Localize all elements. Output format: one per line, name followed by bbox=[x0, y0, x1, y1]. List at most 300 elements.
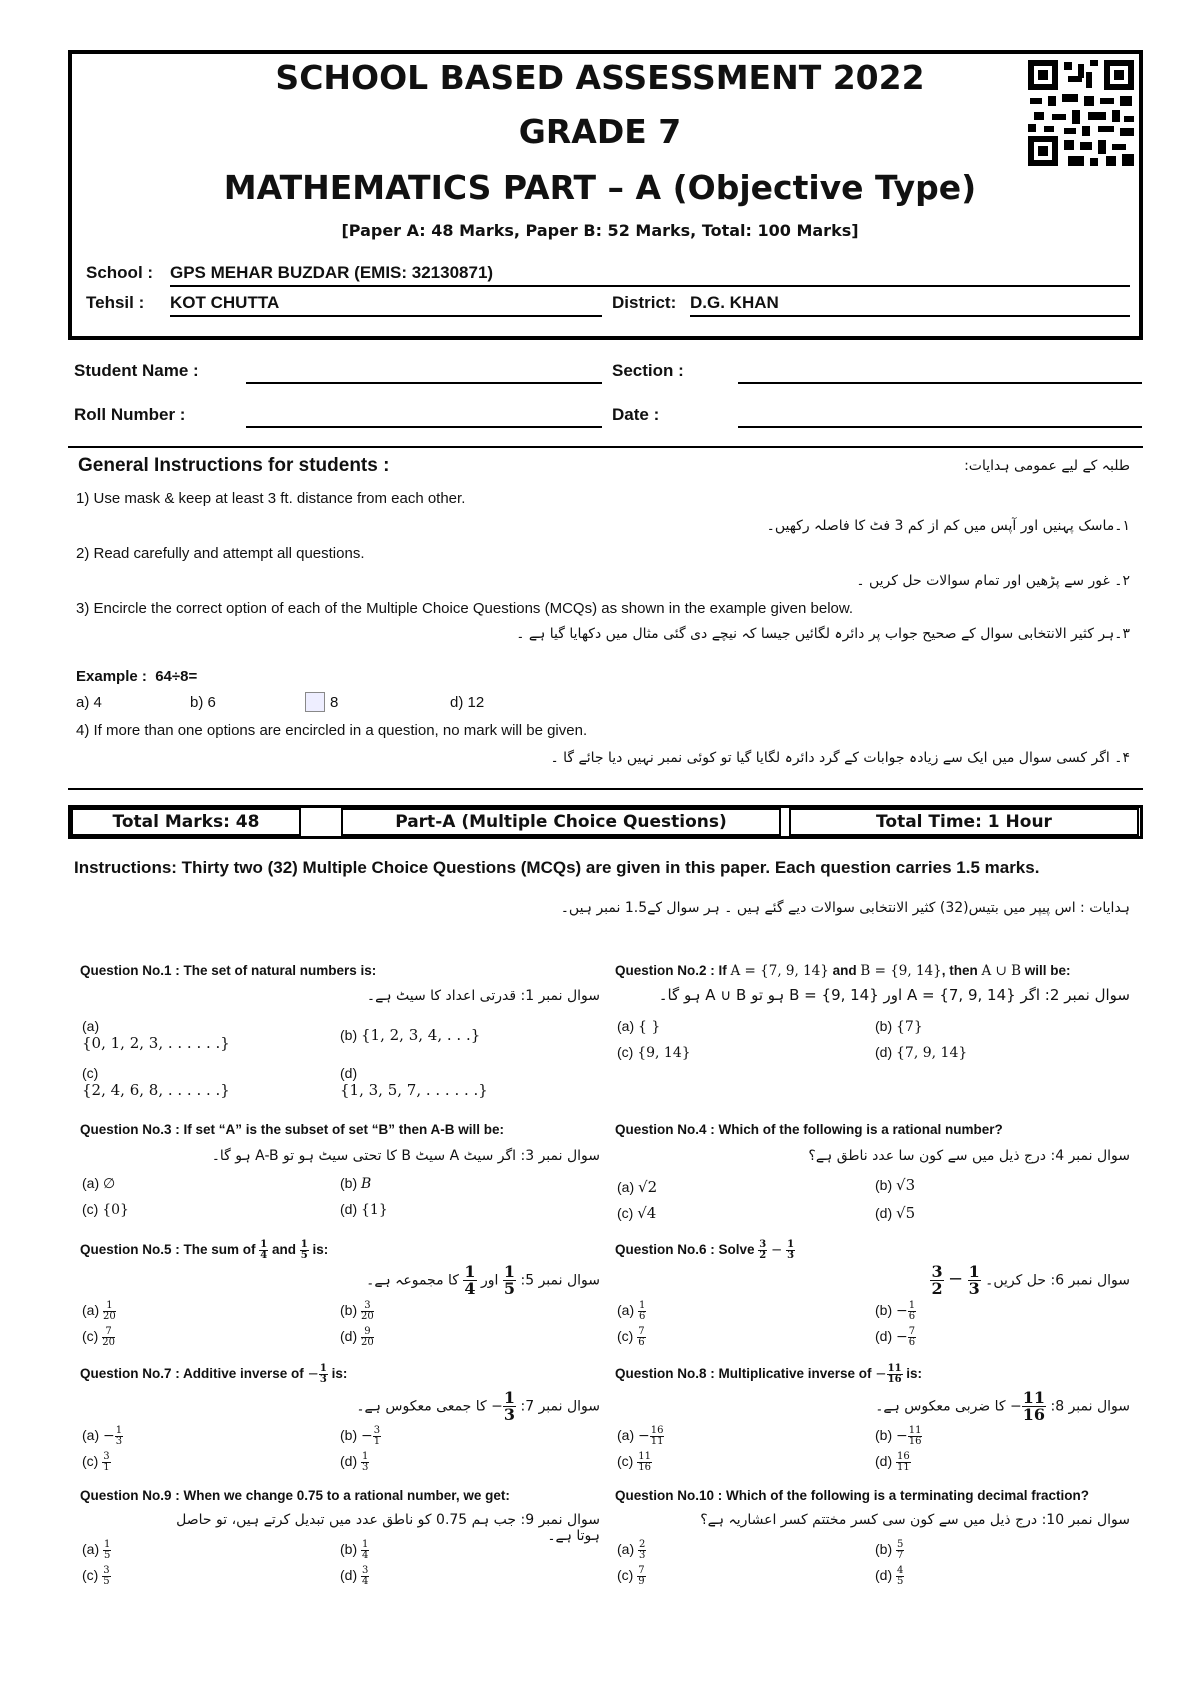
roll-number-label: Roll Number : bbox=[74, 405, 186, 424]
numerator: 3 bbox=[931, 1262, 943, 1281]
option-letter: (a) bbox=[82, 1302, 100, 1319]
option-letter: (c) bbox=[617, 1567, 634, 1584]
option-letter: (c) bbox=[82, 1453, 99, 1470]
denominator: 7 bbox=[897, 1550, 904, 1561]
q4-option-b[interactable] bbox=[875, 1176, 915, 1194]
question-6-urdu bbox=[800, 1264, 1130, 1297]
option-letter: (c) bbox=[82, 1201, 99, 1217]
option-letter: (a) bbox=[617, 1018, 635, 1034]
q2-option-c[interactable] bbox=[617, 1044, 691, 1061]
option-value: {9, 14} bbox=[637, 1045, 691, 1061]
option-letter: (d) bbox=[875, 1205, 893, 1221]
numerator: 1 bbox=[362, 1451, 369, 1462]
option-value: {7} bbox=[896, 1019, 923, 1035]
minus-sign: − bbox=[948, 1268, 964, 1290]
q7-text: is: bbox=[327, 1366, 348, 1382]
fraction bbox=[319, 1364, 328, 1385]
fraction bbox=[103, 1540, 111, 1561]
example-label-text: Example : bbox=[76, 668, 147, 685]
denominator: 4 bbox=[260, 1250, 268, 1261]
fraction bbox=[638, 1540, 646, 1561]
q1-option-a[interactable] bbox=[82, 1018, 230, 1052]
denominator: 3 bbox=[968, 1279, 980, 1298]
fraction bbox=[361, 1301, 374, 1322]
fraction bbox=[361, 1452, 369, 1473]
option-letter: (b) bbox=[875, 1177, 893, 1193]
q10-option-a[interactable] bbox=[617, 1540, 646, 1561]
numerator: 7 bbox=[908, 1326, 916, 1337]
district-value: D.G. KHAN bbox=[690, 293, 1130, 317]
question-8-urdu bbox=[830, 1390, 1130, 1423]
q3-option-a[interactable] bbox=[82, 1175, 115, 1192]
option-value: {1} bbox=[361, 1202, 388, 1218]
marks-band bbox=[68, 805, 1143, 839]
numerator: 2 bbox=[639, 1539, 646, 1550]
denominator: 4 bbox=[362, 1576, 369, 1587]
minus-sign: − bbox=[896, 1428, 908, 1445]
numerator: 3 bbox=[103, 1565, 110, 1576]
fraction bbox=[908, 1327, 916, 1348]
option-letter: (c) bbox=[617, 1328, 634, 1345]
numerator: 9 bbox=[361, 1327, 374, 1338]
q9-option-b[interactable] bbox=[340, 1540, 369, 1561]
numerator: 16 bbox=[650, 1425, 664, 1436]
question-2-urdu: سوال نمبر 2: اگر A = {7, 9, 14} اور B = {9, 14} ہو تو A ∪ B ہو گا۔ bbox=[658, 986, 1130, 1004]
q6-option-c[interactable] bbox=[617, 1327, 646, 1348]
denominator: 4 bbox=[362, 1550, 369, 1561]
q5-option-b[interactable] bbox=[340, 1301, 374, 1322]
q6-option-d[interactable] bbox=[875, 1327, 916, 1348]
question-9: Question No.9 : When we change 0.75 to a rational number, we get: bbox=[80, 1488, 510, 1503]
district-label: District: bbox=[612, 293, 677, 312]
q8-text: is: bbox=[902, 1366, 923, 1382]
option-value: {0} bbox=[102, 1202, 129, 1218]
fraction bbox=[103, 1301, 116, 1322]
numerator: 3 bbox=[362, 1565, 369, 1576]
option-letter: (d) bbox=[875, 1044, 893, 1060]
numerator: 4 bbox=[897, 1565, 904, 1576]
instruction-2-urdu: ۲۔ غور سے پڑھیں اور تمام سوالات حل کریں ۔ bbox=[856, 573, 1130, 589]
numerator: 11 bbox=[887, 1363, 902, 1374]
numerator: 11 bbox=[1022, 1388, 1046, 1407]
minus-sign: − bbox=[307, 1366, 319, 1383]
option-letter: (b) bbox=[875, 1302, 893, 1319]
numerator: 1 bbox=[464, 1262, 476, 1281]
option-letter: (d) bbox=[875, 1453, 893, 1470]
denominator: 20 bbox=[102, 1337, 115, 1348]
fraction bbox=[361, 1327, 374, 1348]
option-letter: (a) bbox=[82, 1175, 100, 1191]
q4-option-c[interactable] bbox=[617, 1204, 656, 1222]
question-5-urdu bbox=[250, 1264, 600, 1297]
fraction bbox=[637, 1452, 652, 1473]
q2-set-b: B = {9, 14} bbox=[860, 963, 942, 979]
date-label: Date : bbox=[612, 405, 660, 424]
denominator: 1 bbox=[103, 1462, 110, 1473]
question-10-urdu: سوال نمبر 10: درج ذیل میں سے کون سی کسر مختتم کسر اعشاریہ ہے؟ bbox=[700, 1512, 1130, 1528]
option-value: √4 bbox=[637, 1204, 657, 1222]
fraction bbox=[650, 1426, 665, 1447]
roll-number-field[interactable] bbox=[246, 404, 602, 428]
minus-sign: − bbox=[896, 1303, 908, 1320]
numerator: 11 bbox=[638, 1451, 651, 1462]
fraction bbox=[300, 1240, 309, 1261]
option-letter: (c) bbox=[82, 1567, 99, 1584]
option-letter: (b) bbox=[875, 1427, 893, 1444]
q2-text: Question No.2 : If bbox=[615, 963, 731, 978]
exam-title: SCHOOL BASED ASSESSMENT 2022 bbox=[275, 58, 925, 97]
q1-option-d[interactable] bbox=[340, 1065, 488, 1099]
option-letter: (b) bbox=[340, 1427, 358, 1444]
option-value: ∅ bbox=[103, 1176, 116, 1192]
instruction-1: 1) Use mask & keep at least 3 ft. distance from each other. bbox=[76, 490, 466, 507]
q6-option-b[interactable] bbox=[875, 1301, 916, 1322]
q2-option-a[interactable] bbox=[617, 1018, 660, 1035]
option-letter: (a) bbox=[617, 1179, 635, 1195]
instructions-heading-urdu: طلبہ کے لیے عمومی ہدایات: bbox=[964, 458, 1130, 474]
q7-option-c[interactable] bbox=[82, 1452, 111, 1473]
q5-urdu-text: سوال نمبر 5: bbox=[520, 1272, 600, 1289]
option-letter: (a) bbox=[82, 1541, 100, 1558]
denominator: 16 bbox=[1022, 1405, 1046, 1424]
q6-urdu-text: سوال نمبر 6: حل کریں۔ bbox=[985, 1272, 1130, 1289]
option-letter: (b) bbox=[340, 1302, 358, 1319]
option-value: B bbox=[361, 1176, 372, 1192]
fraction bbox=[637, 1566, 645, 1587]
q2-text: will be: bbox=[1021, 963, 1071, 978]
q1-option-c[interactable] bbox=[82, 1065, 230, 1099]
minus-sign: − bbox=[896, 1329, 908, 1346]
fraction bbox=[968, 1264, 981, 1297]
q10-option-b[interactable] bbox=[875, 1540, 904, 1561]
denominator: 6 bbox=[908, 1337, 916, 1348]
denominator: 3 bbox=[362, 1462, 369, 1473]
option-value: { } bbox=[638, 1019, 661, 1035]
numerator: 3 bbox=[759, 1239, 767, 1250]
denominator: 6 bbox=[908, 1311, 916, 1322]
option-value: {2, 4, 6, 8, . . . . . .} bbox=[82, 1081, 230, 1099]
denominator: 5 bbox=[503, 1279, 516, 1298]
option-letter: (c) bbox=[82, 1065, 99, 1081]
example-option-c: 8 bbox=[330, 694, 339, 711]
fraction bbox=[908, 1301, 916, 1322]
question-5 bbox=[80, 1240, 328, 1261]
q5-urdu-text: اور bbox=[481, 1272, 499, 1289]
divider bbox=[68, 788, 1143, 790]
question-10: Question No.10 : Which of the following is a terminating decimal fraction? bbox=[615, 1488, 1090, 1503]
fraction bbox=[638, 1301, 646, 1322]
example-option-b: b) 6 bbox=[190, 694, 216, 711]
fraction bbox=[637, 1327, 645, 1348]
fraction bbox=[896, 1540, 904, 1561]
minus-sign: − bbox=[1010, 1398, 1022, 1415]
numerator: 1 bbox=[300, 1239, 308, 1250]
option-letter: (d) bbox=[340, 1567, 358, 1584]
grade-title: GRADE 7 bbox=[518, 112, 682, 151]
option-letter: (d) bbox=[340, 1201, 358, 1217]
fraction bbox=[503, 1264, 516, 1297]
fraction bbox=[463, 1264, 476, 1297]
q7-urdu-text: سوال نمبر 7: bbox=[520, 1398, 600, 1415]
numerator: 1 bbox=[639, 1300, 646, 1311]
denominator: 2 bbox=[759, 1250, 767, 1261]
option-letter: (b) bbox=[340, 1541, 358, 1558]
q3-option-c[interactable] bbox=[82, 1201, 129, 1218]
option-value: √5 bbox=[896, 1204, 916, 1222]
numerator: 1 bbox=[908, 1300, 916, 1311]
option-letter: (d) bbox=[875, 1567, 893, 1584]
fraction bbox=[896, 1566, 904, 1587]
q2-text: and bbox=[828, 963, 861, 978]
option-letter: (a) bbox=[617, 1427, 635, 1444]
denominator: 9 bbox=[638, 1576, 645, 1587]
denominator: 6 bbox=[639, 1311, 646, 1322]
option-value: {1, 2, 3, 4, . . .} bbox=[361, 1026, 481, 1044]
q8-option-b[interactable] bbox=[875, 1426, 922, 1447]
denominator: 5 bbox=[103, 1576, 110, 1587]
fraction bbox=[361, 1566, 369, 1587]
question-2 bbox=[615, 963, 1071, 979]
denominator: 20 bbox=[361, 1311, 374, 1322]
q7-text: Question No.7 : Additive inverse of bbox=[80, 1366, 308, 1382]
numerator: 1 bbox=[503, 1388, 516, 1407]
question-8 bbox=[615, 1364, 922, 1385]
instruction-2: 2) Read carefully and attempt all questions. bbox=[76, 545, 365, 562]
denominator: 4 bbox=[464, 1279, 476, 1298]
denominator: 11 bbox=[650, 1436, 664, 1447]
q5-text: Question No.5 : The sum of bbox=[80, 1242, 260, 1258]
q6-text: Question No.6 : Solve bbox=[615, 1242, 759, 1258]
numerator: 1 bbox=[362, 1539, 369, 1550]
option-letter: (b) bbox=[875, 1018, 893, 1034]
example-expression: 64÷8= bbox=[155, 668, 198, 685]
numerator: 3 bbox=[361, 1301, 374, 1312]
q5-text: and bbox=[268, 1242, 300, 1258]
marks-info: [Paper A: 48 Marks, Paper B: 52 Marks, Total: 100 Marks] bbox=[341, 221, 859, 240]
total-marks: Total Marks: 48 bbox=[71, 808, 301, 836]
part-label: Part-A (Multiple Choice Questions) bbox=[341, 808, 781, 836]
minus-sign: − bbox=[103, 1428, 115, 1445]
denominator: 3 bbox=[319, 1374, 327, 1385]
q2-option-b[interactable] bbox=[875, 1018, 923, 1035]
student-name-label: Student Name : bbox=[74, 361, 199, 380]
denominator: 5 bbox=[897, 1576, 904, 1587]
option-value: {0, 1, 2, 3, . . . . . .} bbox=[82, 1034, 230, 1052]
question-4-urdu: سوال نمبر 4: درج ذیل میں سے کون سا عدد ناطق ہے؟ bbox=[808, 1148, 1130, 1164]
example-option-d: d) 12 bbox=[450, 694, 485, 711]
question-1-urdu: سوال نمبر 1: قدرتی اعداد کا سیٹ ہے۔ bbox=[366, 988, 600, 1004]
numerator: 3 bbox=[103, 1451, 110, 1462]
denominator: 5 bbox=[104, 1550, 111, 1561]
fraction bbox=[1022, 1390, 1046, 1423]
question-7-urdu bbox=[300, 1390, 600, 1423]
numerator: 1 bbox=[104, 1539, 111, 1550]
option-value: √3 bbox=[896, 1176, 916, 1194]
minus-sign: − bbox=[638, 1428, 650, 1445]
numerator: 1 bbox=[503, 1262, 516, 1281]
numerator: 11 bbox=[908, 1425, 922, 1436]
option-letter: (b) bbox=[340, 1027, 358, 1043]
numerator: 1 bbox=[787, 1239, 795, 1250]
denominator: 16 bbox=[908, 1436, 922, 1447]
instruction-4: 4) If more than one options are encircled in a question, no mark will be given. bbox=[76, 722, 588, 739]
fraction bbox=[887, 1364, 903, 1385]
example-circle-icon bbox=[305, 692, 325, 712]
q7-option-d[interactable] bbox=[340, 1452, 369, 1473]
denominator: 20 bbox=[103, 1311, 116, 1322]
numerator: 1 bbox=[968, 1262, 980, 1281]
q5-text: is: bbox=[308, 1242, 329, 1258]
q8-option-c[interactable] bbox=[617, 1452, 652, 1473]
denominator: 6 bbox=[638, 1337, 645, 1348]
qr-code-icon bbox=[1028, 60, 1134, 166]
q6-option-a[interactable] bbox=[617, 1301, 646, 1322]
q8-urdu-text: سوال نمبر 8: bbox=[1050, 1398, 1130, 1415]
q4-option-d[interactable] bbox=[875, 1204, 915, 1222]
numerator: 1 bbox=[319, 1363, 327, 1374]
option-letter: (d) bbox=[340, 1065, 358, 1081]
q3-option-b[interactable] bbox=[340, 1175, 371, 1192]
fraction bbox=[102, 1327, 115, 1348]
minus-sign: − bbox=[875, 1366, 887, 1383]
total-time: Total Time: 1 Hour bbox=[789, 808, 1139, 836]
option-letter: (d) bbox=[340, 1453, 358, 1470]
denominator: 2 bbox=[931, 1279, 943, 1298]
q9-option-a[interactable] bbox=[82, 1540, 111, 1561]
numerator: 7 bbox=[102, 1327, 115, 1338]
denominator: 16 bbox=[638, 1462, 651, 1473]
instruction-4-urdu: ۴۔ اگر کسی سوال میں ایک سے زیادہ جوابات کے گرد دائرہ لگایا گیا تو کوئی نمبر نہیں دیا جائے گا ۔ bbox=[550, 750, 1130, 766]
q3-option-d[interactable] bbox=[340, 1201, 388, 1218]
fraction bbox=[102, 1566, 110, 1587]
section-field[interactable] bbox=[738, 360, 1142, 384]
option-letter: (d) bbox=[875, 1328, 893, 1345]
q1-option-b[interactable] bbox=[340, 1026, 480, 1044]
question-6 bbox=[615, 1240, 795, 1261]
option-letter: (c) bbox=[82, 1328, 99, 1345]
denominator: 3 bbox=[787, 1250, 795, 1261]
q5-option-c[interactable] bbox=[82, 1327, 115, 1348]
fraction bbox=[758, 1240, 767, 1261]
instructions-heading: General Instructions for students : bbox=[78, 455, 390, 476]
student-name-field[interactable] bbox=[246, 360, 602, 384]
q9-option-c[interactable] bbox=[82, 1566, 111, 1587]
question-9-urdu: سوال نمبر 9: جب ہم 0.75 کو ناطق عدد میں تبدیل کرتے ہیں، تو حاصل ہوتا ہے۔ bbox=[176, 1512, 600, 1544]
fraction bbox=[908, 1426, 923, 1447]
q9-option-d[interactable] bbox=[340, 1566, 369, 1587]
q7-option-b[interactable] bbox=[340, 1426, 381, 1447]
numerator: 3 bbox=[373, 1425, 381, 1436]
numerator: 1 bbox=[103, 1301, 116, 1312]
fraction bbox=[259, 1240, 268, 1261]
q8-urdu-text: کا ضربی معکوس ہے۔ bbox=[875, 1398, 1006, 1415]
option-letter: (a) bbox=[617, 1302, 635, 1319]
fraction bbox=[503, 1390, 516, 1423]
example-option-a: a) 4 bbox=[76, 694, 102, 711]
example-label bbox=[76, 668, 197, 685]
mcq-instructions-urdu: ہدایات : اس پیپر میں بتیس(32) کثیر الانتخابی سوالات دیے گئے ہیں ۔ ہر سوال کے1.5 نمبر ہیں۔ bbox=[560, 900, 1130, 916]
question-4: Question No.4 : Which of the following is a rational number? bbox=[615, 1122, 1003, 1137]
divider bbox=[68, 446, 1143, 448]
option-letter: (b) bbox=[875, 1541, 893, 1558]
fraction bbox=[361, 1540, 369, 1561]
denominator: 5 bbox=[300, 1250, 308, 1261]
option-letter: (d) bbox=[340, 1328, 358, 1345]
option-letter: (c) bbox=[617, 1044, 634, 1060]
q2-union: A ∪ B bbox=[981, 963, 1022, 979]
fraction bbox=[786, 1240, 795, 1261]
option-value: {1, 3, 5, 7, . . . . . .} bbox=[340, 1081, 488, 1099]
option-letter: (a) bbox=[617, 1541, 635, 1558]
q4-option-a[interactable] bbox=[617, 1178, 657, 1196]
q8-option-d[interactable] bbox=[875, 1452, 911, 1473]
section-label: Section : bbox=[612, 361, 684, 380]
school-label: School : bbox=[86, 263, 154, 282]
option-letter: (c) bbox=[617, 1453, 634, 1470]
denominator: 3 bbox=[503, 1405, 516, 1424]
q2-option-d[interactable] bbox=[875, 1044, 967, 1061]
instruction-3: 3) Encircle the correct option of each of the Multiple Choice Questions (MCQs) as shown in the example given below. bbox=[76, 600, 854, 617]
numerator: 16 bbox=[897, 1451, 910, 1462]
denominator: 3 bbox=[639, 1550, 646, 1561]
subject-title: MATHEMATICS PART – A (Objective Type) bbox=[223, 168, 977, 207]
instruction-1-urdu: ۱۔ماسک پہنیں اور آپس میں کم از کم 3 فٹ کا فاصلہ رکھیں۔ bbox=[766, 518, 1130, 534]
minus-sign: − bbox=[361, 1428, 373, 1445]
date-field[interactable] bbox=[738, 404, 1142, 428]
q2-text: , then bbox=[941, 963, 982, 978]
tehsil-label: Tehsil : bbox=[86, 293, 145, 312]
option-letter: (c) bbox=[617, 1205, 634, 1221]
fraction bbox=[373, 1426, 381, 1447]
q5-option-a[interactable] bbox=[82, 1301, 116, 1322]
fraction bbox=[102, 1452, 110, 1473]
numerator: 5 bbox=[897, 1539, 904, 1550]
numerator: 7 bbox=[638, 1565, 645, 1576]
q7-urdu-text: کا جمعی معکوس ہے۔ bbox=[356, 1398, 487, 1415]
denominator: 1 bbox=[373, 1436, 381, 1447]
denominator: 16 bbox=[887, 1374, 902, 1385]
fraction bbox=[896, 1452, 911, 1473]
q8-text: Question No.8 : Multiplicative inverse of bbox=[615, 1366, 876, 1382]
option-letter: (a) bbox=[82, 1427, 100, 1444]
numerator: 7 bbox=[638, 1326, 645, 1337]
option-value: √2 bbox=[638, 1178, 658, 1196]
fraction bbox=[115, 1426, 123, 1447]
question-3: Question No.3 : If set “A” is the subset of set “B” then A-B will be: bbox=[80, 1122, 505, 1137]
question-7 bbox=[80, 1364, 347, 1385]
option-letter: (b) bbox=[340, 1175, 358, 1191]
q8-option-a[interactable] bbox=[617, 1426, 664, 1447]
minus-sign: − bbox=[491, 1398, 503, 1415]
numerator: 1 bbox=[260, 1239, 268, 1250]
denominator: 3 bbox=[115, 1436, 123, 1447]
question-1: Question No.1 : The set of natural numbers is: bbox=[80, 963, 377, 978]
q10-option-d[interactable] bbox=[875, 1566, 904, 1587]
denominator: 20 bbox=[361, 1337, 374, 1348]
numerator: 1 bbox=[115, 1425, 123, 1436]
mcq-instructions: Instructions: Thirty two (32) Multiple Choice Questions (MCQs) are given in this paper. Each question carries 1.5 marks. bbox=[74, 858, 1040, 877]
q7-option-a[interactable] bbox=[82, 1426, 123, 1447]
option-letter: (a) bbox=[82, 1018, 100, 1034]
minus-sign: − bbox=[771, 1242, 783, 1259]
q10-option-c[interactable] bbox=[617, 1566, 646, 1587]
denominator: 11 bbox=[897, 1462, 910, 1473]
question-3-urdu: سوال نمبر 3: اگر سیٹ A سیٹ B کا تحتی سیٹ ہو تو A-B ہو گا۔ bbox=[211, 1148, 600, 1164]
instruction-3-urdu: ۳۔ہر کثیر الانتخابی سوال کے صحیح جواب پر دائرہ لگائیں جیسا کہ نیچے دی گئی مثال میں دکھایا گیا ہے ۔ bbox=[516, 626, 1130, 642]
q2-set-a: A = {7, 9, 14} bbox=[730, 963, 829, 979]
q5-option-d[interactable] bbox=[340, 1327, 374, 1348]
q5-urdu-text: کا مجموعہ ہے۔ bbox=[366, 1272, 459, 1289]
